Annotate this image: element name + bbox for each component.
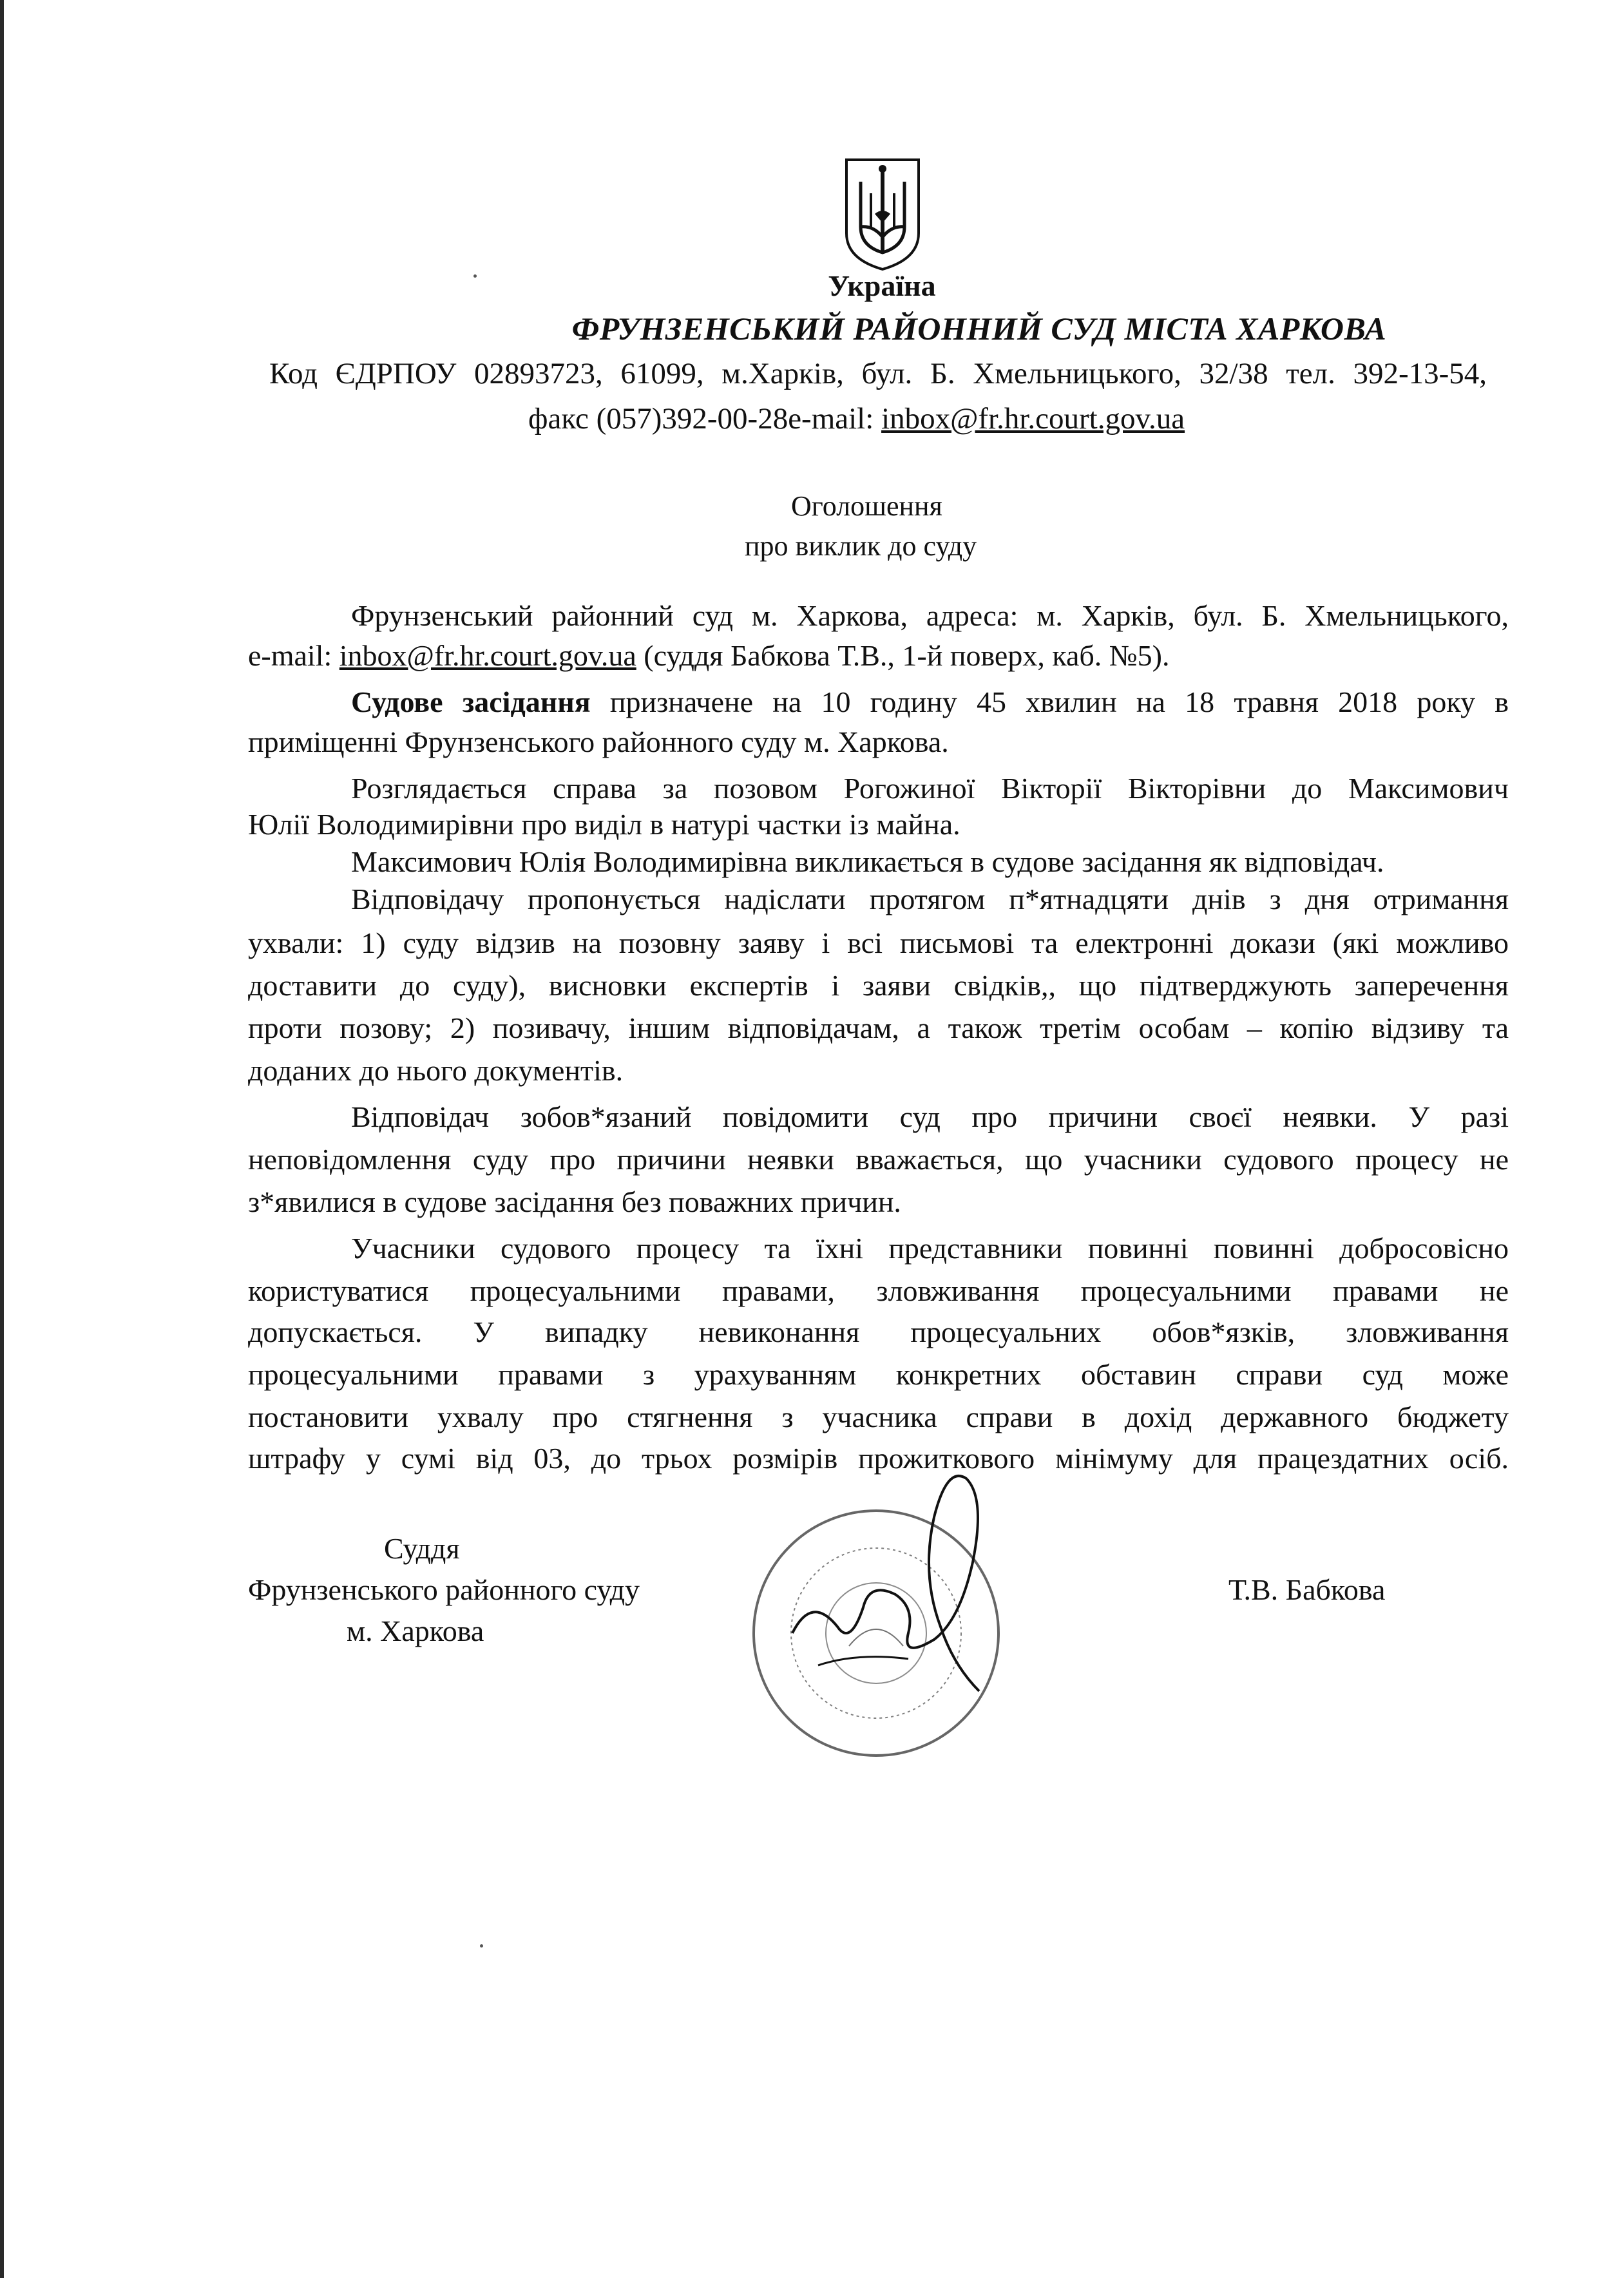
court-fax-email <box>528 401 1237 437</box>
paragraph-line: проти позову; 2) позивачу, іншим відповідачам, а також третім особам – копію відзиву та <box>248 1011 1509 1044</box>
court-email-link[interactable]: inbox@fr.hr.court.gov.ua <box>881 402 1185 436</box>
paragraph-line: постановити ухвалу про стягнення з учасника справи в дохід державного бюджету <box>248 1401 1509 1433</box>
announcement-subtitle: про виклик до суду <box>745 530 977 562</box>
paragraph-line: Юлії Володимирівни про виділ в натурі частки із майна. <box>248 808 960 841</box>
court-code-address: Код ЄДРПОУ 02893723, 61099, м.Харків, бул. Б. Хмельницького, 32/38 тел. 392-13-54, <box>269 357 1487 390</box>
paragraph-line: ухвали: 1) суду відзив на позовну заяву і всі письмові та електронні докази (які можливо <box>248 926 1509 959</box>
paragraph-line: доставити до суду), висновки експертів і заяви свідків,, що підтверджують заперечення <box>248 969 1509 1002</box>
email-label: e-mail: <box>248 639 339 672</box>
paragraph-line: допускається. У випадку невиконання процесуальних обов*язків, зловживання <box>248 1316 1509 1348</box>
paragraph-line: Відповідач зобов*язаний повідомити суд про причини своєї неявки. У разі <box>351 1100 1509 1133</box>
fax-label: факс (057)392-00-28e-mail: <box>528 402 882 436</box>
court-name: ФРУНЗЕНСЬКИЙ РАЙОННИЙ СУД МІСТА ХАРКОВА <box>571 311 1387 347</box>
scan-edge-mark <box>0 0 4 2278</box>
court-signature-name: Фрунзенського районного суду <box>248 1573 640 1606</box>
paragraph-line <box>351 684 1509 720</box>
paragraph-line: доданих до нього документів. <box>248 1054 624 1087</box>
judge-office: (суддя Бабкова Т.В., 1-й поверх, каб. №5). <box>636 639 1170 672</box>
paragraph-line: приміщенні Фрунзенського районного суду м. Харкова. <box>248 725 949 758</box>
paragraph-line: процесуальними правами з урахуванням конкретних обставин справи суд може <box>248 1358 1509 1391</box>
coat-of-arms-icon <box>841 156 924 273</box>
paragraph-line: штрафу у сумі від 03, до трьох розмірів прожиткового мінімуму для працездатних осіб. <box>248 1442 1509 1475</box>
hearing-datetime: призначене на 10 годину 45 хвилин на 18 травня 2018 року в <box>590 685 1509 718</box>
paragraph-line: Розглядається справа за позовом Рогожиної Вікторії Вікторівни до Максимович <box>351 772 1509 805</box>
hearing-label: Судове засідання <box>351 685 591 718</box>
judge-title: Суддя <box>384 1532 460 1565</box>
court-signature-city: м. Харкова <box>347 1614 484 1647</box>
scan-speck <box>480 1944 483 1948</box>
paragraph-line: з*явилися в судове засідання без поважних причин. <box>248 1185 901 1218</box>
paragraph-line: Фрунзенський районний суд м. Харкова, адреса: м. Харків, бул. Б. Хмельницького, <box>351 599 1509 632</box>
paragraph-line: неповідомлення суду про причини неявки вважається, що учасники судового процесу не <box>248 1143 1509 1176</box>
country-name: Україна <box>828 269 936 302</box>
paragraph-line: користуватися процесуальними правами, зловживання процесуальними правами не <box>248 1274 1509 1307</box>
paragraph-line: Максимович Юлія Володимирівна викликається в судове засідання як відповідач. <box>351 845 1384 878</box>
paragraph-line: Учасники судового процесу та їхні представники повинні повинні добросовісно <box>351 1232 1509 1265</box>
paragraph-line <box>248 638 1170 674</box>
court-email-link[interactable]: inbox@fr.hr.court.gov.ua <box>339 639 636 672</box>
paragraph-line: Відповідачу пропонується надіслати протягом п*ятнадцяти днів з дня отримання <box>351 883 1509 915</box>
announcement-title: Оголошення <box>791 490 942 522</box>
court-seal <box>702 1472 1063 1775</box>
judge-name: Т.В. Бабкова <box>1228 1573 1386 1606</box>
scan-speck <box>473 274 477 278</box>
